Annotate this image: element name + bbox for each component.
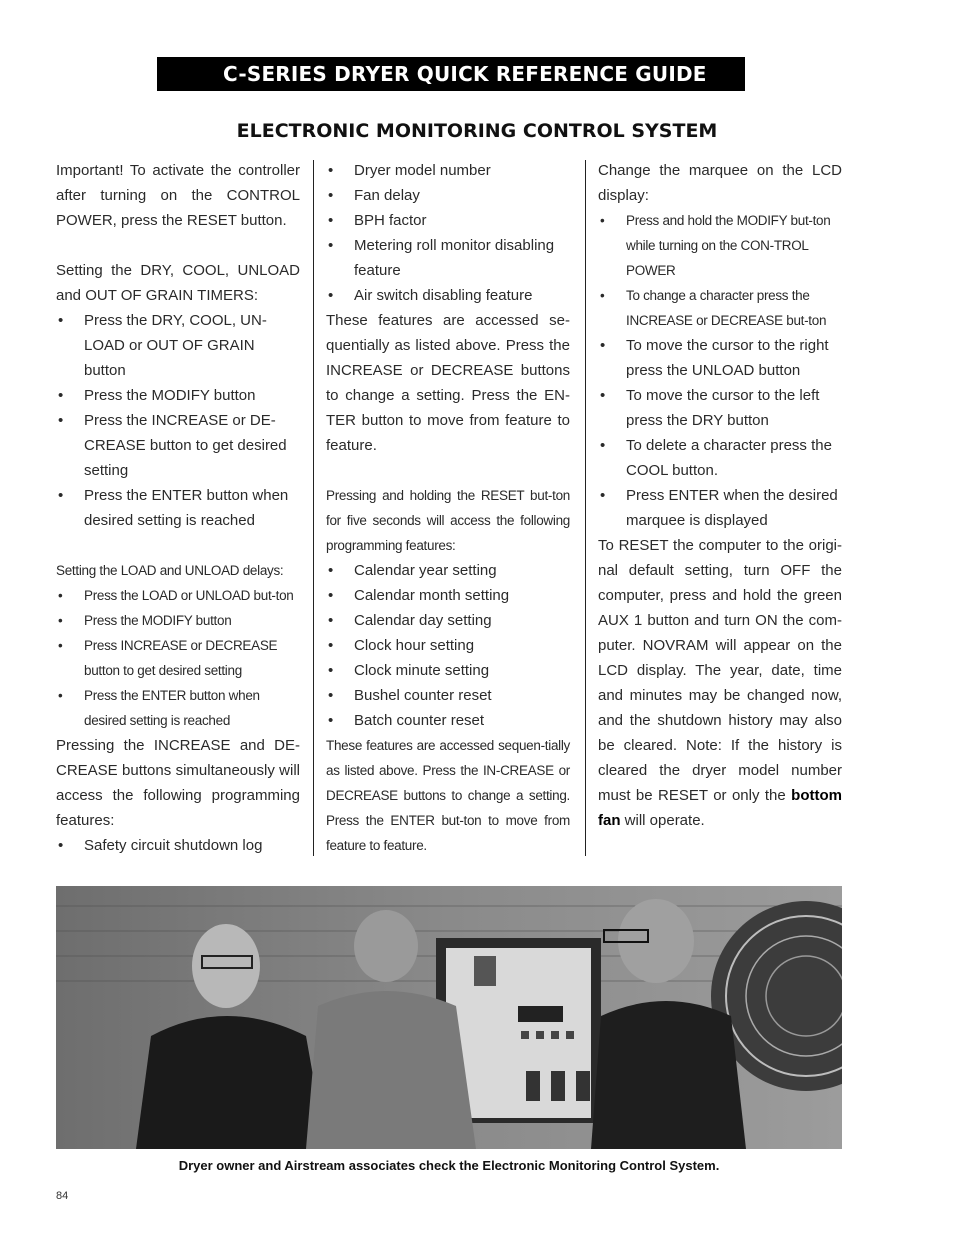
column-divider (313, 160, 314, 856)
list-item: • Press the MODIFY button (56, 608, 300, 633)
reset-text: To RESET the computer to the origi-nal default setting, turn OFF the computer, press and hold the green AUX 1 button and turn ON the com-puter. NOVRAM will appear on the LCD display. The year, date, time and minutes may be changed now, and the shutdown history may also be cleared. Note: If the history is cleared the dryer model number must be RESET or only the (598, 537, 842, 804)
list-item: • Press the ENTER button when desired setting is reached (56, 483, 300, 533)
reset-end: will operate. (620, 812, 705, 829)
intro-paragraph: Important! To activate the controller after turning on the CONTROL POWER, press the RESET button. (56, 162, 300, 229)
list-item: • Clock minute setting (326, 658, 570, 683)
list-item: • Safety circuit shutdown log (56, 833, 300, 858)
list-item: • Fan delay (326, 183, 570, 208)
timers-list (56, 308, 300, 533)
list-item: • Metering roll monitor disabling feature (326, 233, 570, 283)
access-paragraph-2: These features are accessed sequen-tially as listed above. Press the IN-CREASE or DECREASE buttons to change a setting. Press the ENTER but-ton to move from feature to feature. (326, 738, 570, 853)
list-item: • Calendar year setting (326, 558, 570, 583)
list-item: • Press the LOAD or UNLOAD but-ton (56, 583, 300, 608)
list-item: • Press INCREASE or DECREASE button to get desired setting (56, 633, 300, 683)
list-item: • Press the ENTER button when desired setting is reached (56, 683, 300, 733)
list-item: • To change a character press the INCREASE or DECREASE but-ton (598, 283, 842, 333)
list-item: • To move the cursor to the left press the DRY button (598, 383, 842, 433)
delays-heading: Setting the LOAD and UNLOAD delays: (56, 563, 284, 578)
list-item: • Clock hour setting (326, 633, 570, 658)
list-item: • Air switch disabling feature (326, 283, 570, 308)
reset-paragraph (598, 533, 842, 833)
timers-heading: Setting the DRY, COOL, UNLOAD and OUT OF GRAIN TIMERS: (56, 262, 300, 304)
list-item: • Press the MODIFY button (56, 383, 300, 408)
list-item: • To move the cursor to the right press the UNLOAD button (598, 333, 842, 383)
column-2 (326, 158, 570, 858)
access-paragraph: These features are accessed se-quentially as listed above. Press the INCREASE or DECREASE buttons to change a setting. Press the EN-TER button to move from feature to feature. (326, 312, 570, 454)
marquee-heading: Change the marquee on the LCD display: (598, 162, 842, 204)
section-heading: ELECTRONIC MONITORING CONTROL SYSTEM (236, 120, 718, 142)
column-3 (598, 158, 842, 833)
delays-list (56, 583, 300, 733)
programming-features-list (326, 558, 570, 733)
list-item: • Calendar day setting (326, 608, 570, 633)
list-item: • Calendar month setting (326, 583, 570, 608)
page-number: 84 (56, 1190, 69, 1202)
list-item: • Dryer model number (326, 158, 570, 183)
simultaneous-paragraph: Pressing the INCREASE and DE-CREASE buttons simultaneously will access the following programming features: (56, 737, 300, 829)
photo-caption: Dryer owner and Airstream associates check the Electronic Monitoring Control System. (178, 1158, 720, 1173)
marquee-list (598, 208, 842, 533)
features-list (326, 158, 570, 308)
list-item: • Bushel counter reset (326, 683, 570, 708)
dryer-control-photo (56, 886, 842, 1149)
list-item: • Press ENTER when the desired marquee is displayed (598, 483, 842, 533)
list-item: • Batch counter reset (326, 708, 570, 733)
column-divider (585, 160, 586, 856)
bottom-fan-emphasis: bottom fan (598, 787, 842, 829)
reset-hold-paragraph: Pressing and holding the RESET but-ton for five seconds will access the following programming features: (326, 488, 570, 553)
list-item: • To delete a character press the COOL button. (598, 433, 842, 483)
guide-title-banner: C-SERIES DRYER QUICK REFERENCE GUIDE (157, 57, 745, 91)
list-item: • Press and hold the MODIFY but-ton while turning on the CON-TROL POWER (598, 208, 842, 283)
list-item: • Press the DRY, COOL, UN-LOAD or OUT OF GRAIN button (56, 308, 300, 383)
column-1 (56, 158, 300, 858)
list-item: • BPH factor (326, 208, 570, 233)
list-item: • Press the INCREASE or DE-CREASE button to get desired setting (56, 408, 300, 483)
